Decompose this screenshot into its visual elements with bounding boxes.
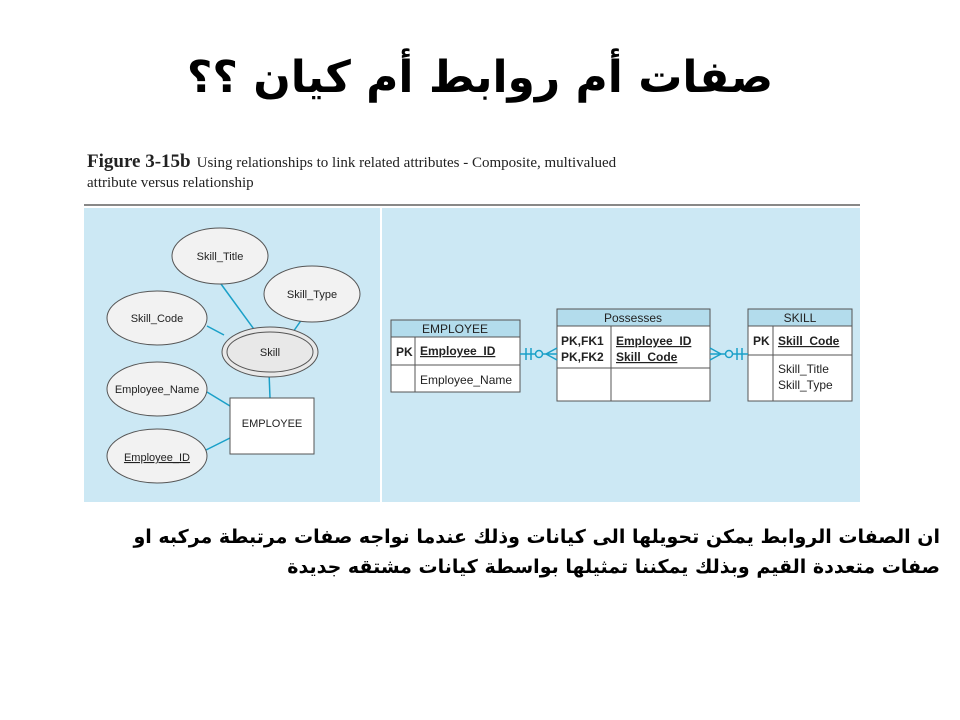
svg-text:PK: PK [396,345,413,359]
svg-text:PK,FK1: PK,FK1 [561,334,604,348]
svg-text:Skill_Title: Skill_Title [196,251,244,263]
svg-text:Skill_Type: Skill_Type [778,378,833,392]
slide-title: صفات أم روابط أم كيان ؟؟ [186,52,774,103]
attr-skill-code [107,291,207,345]
table-employee [391,320,520,392]
svg-text:Skill: Skill [259,347,281,359]
relationship-employee-possesses [520,348,557,360]
attr-employee-id [107,429,207,483]
svg-text:PK,FK2: PK,FK2 [561,350,604,364]
attr-skill-multivalued [222,327,318,377]
relationship-possesses-skill [710,348,748,360]
entity-employee-er [230,398,314,454]
attr-skill-title [172,228,268,284]
skill-table-header: SKILL [783,311,817,325]
table-possesses [557,309,710,401]
svg-text:PK: PK [753,334,770,348]
svg-text:Skill_Type: Skill_Type [286,289,338,301]
svg-text:EMPLOYEE: EMPLOYEE [241,418,303,430]
attr-employee-name [107,362,207,416]
svg-text:Skill_Title: Skill_Title [778,362,829,376]
caption-divider [84,204,860,206]
svg-text:Employee_ID: Employee_ID [616,334,692,348]
employee-table-header: EMPLOYEE [421,322,489,336]
svg-text:Skill_Code: Skill_Code [130,313,184,325]
figure-label: Figure 3-15b [87,151,191,172]
figure-caption [87,152,647,193]
svg-text:Employee_Name: Employee_Name [420,373,513,387]
svg-text:Employee_ID: Employee_ID [420,344,496,358]
svg-text:Skill_Code: Skill_Code [616,350,678,364]
er-diagram-svg [84,208,860,502]
svg-text:Employee_ID: Employee_ID [123,452,191,464]
paragraph-line-2: صفات متعددة القيم وبذلك يمكننا تمثيلها بواسطة كيانات مشتقه جديدة [287,556,940,578]
paragraph-line-1: ان الصفات الروابط يمكن تحويلها الى كيانات وذلك عندما نواجه صفات مرتبطة مركبه او [133,526,940,548]
explanation-paragraph [20,522,940,582]
table-skill [748,309,852,401]
possesses-table-header: Possesses [603,311,663,325]
attr-skill-type [264,266,360,322]
er-diagram-panel [84,208,860,502]
svg-text:Employee_Name: Employee_Name [114,384,200,396]
svg-text:Skill_Code: Skill_Code [778,334,840,348]
figure-caption-text: Using relationships to link related attributes - Composite, multivalued attribute versus relationship [87,155,617,191]
